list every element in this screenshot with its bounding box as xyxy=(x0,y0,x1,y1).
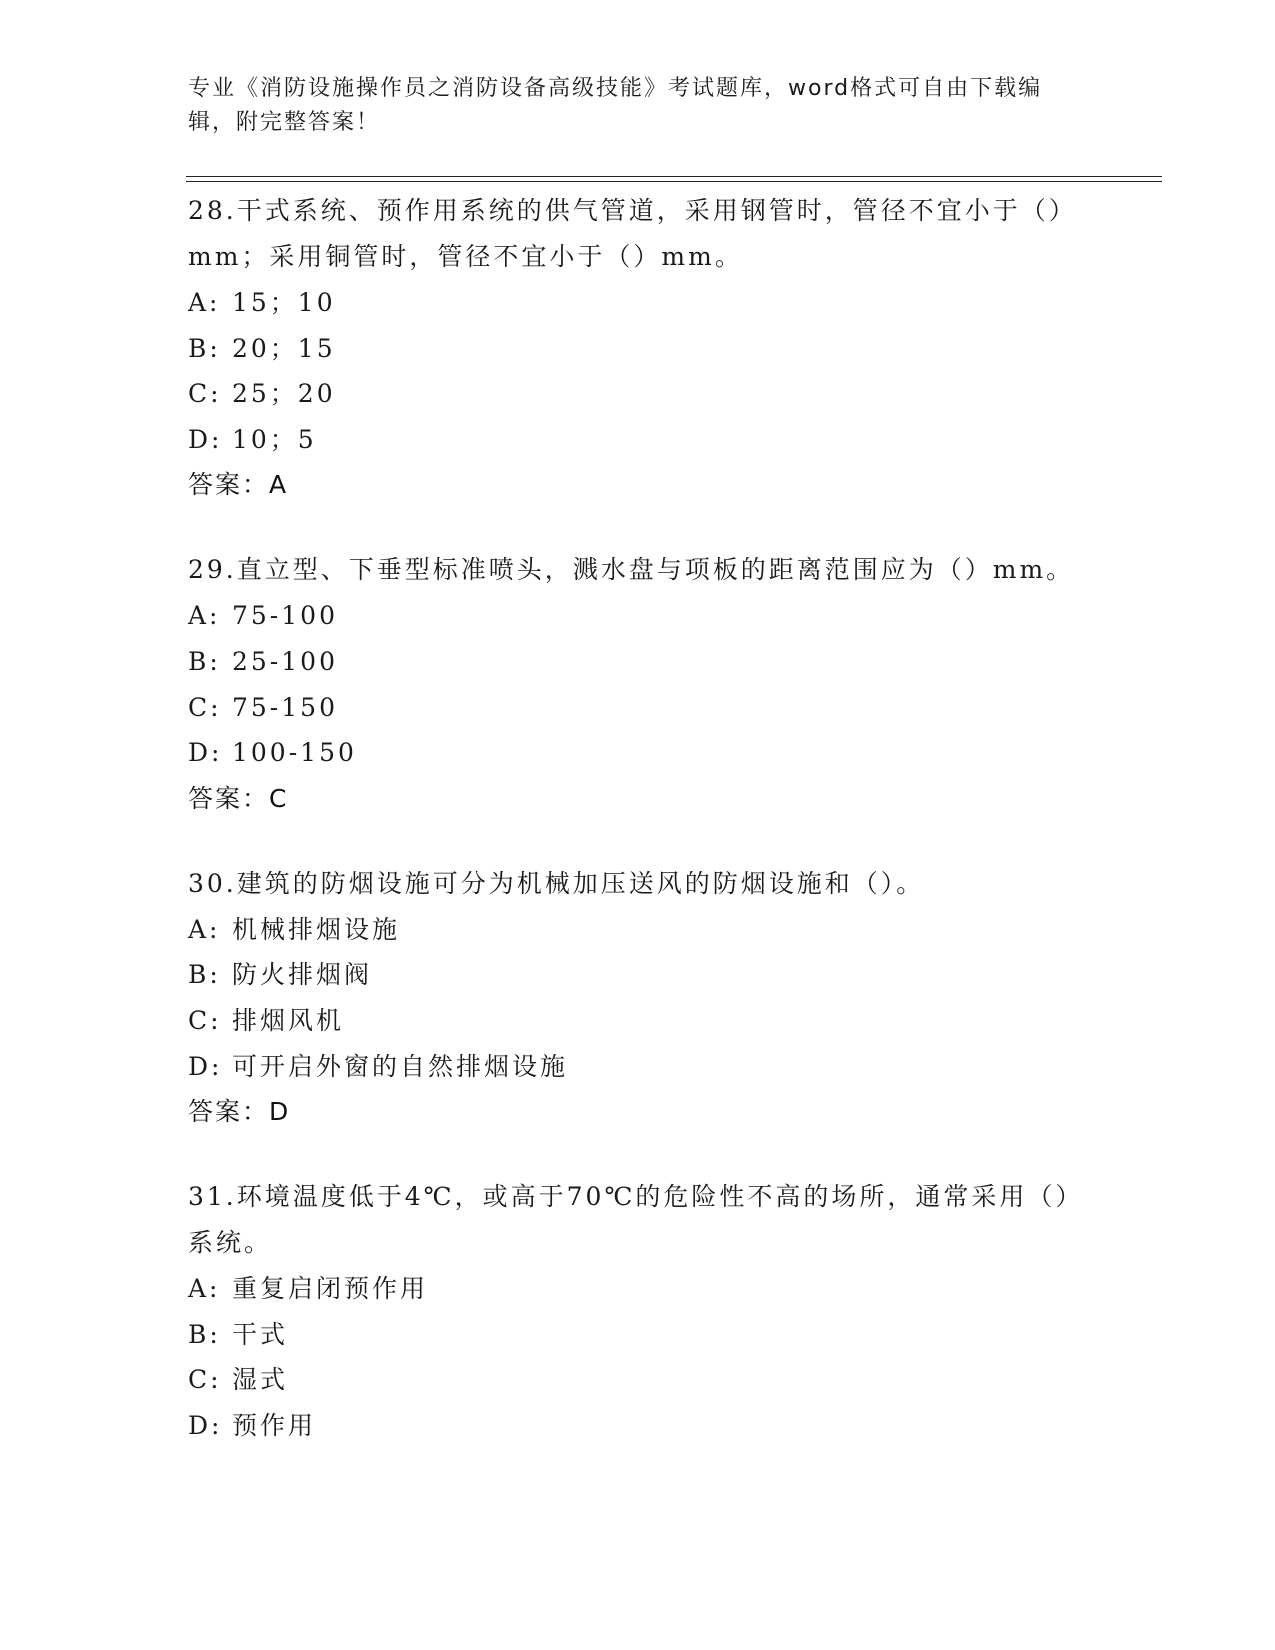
question-28 xyxy=(188,188,1088,507)
option-d xyxy=(188,417,1088,463)
option-text: 湿式 xyxy=(232,1365,289,1395)
option-text: 10；5 xyxy=(232,424,317,454)
question-stem: 31.环境温度低于4℃，或高于70℃的危险性不高的场所，通常采用（）系统。 xyxy=(188,1182,1084,1258)
option-b xyxy=(188,326,1088,372)
option-text: 25；20 xyxy=(232,379,336,409)
option-letter: A: xyxy=(188,601,221,631)
question-31 xyxy=(188,1174,1088,1448)
option-text: 排烟风机 xyxy=(232,1005,345,1035)
option-text: 重复启闭预作用 xyxy=(232,1274,429,1304)
option-letter: C: xyxy=(188,1005,222,1035)
option-text: 防火排烟阀 xyxy=(232,960,373,990)
option-text: 干式 xyxy=(232,1319,289,1349)
option-d xyxy=(188,1044,1088,1090)
answer-text: 答案：D xyxy=(188,1097,291,1127)
option-text: 预作用 xyxy=(232,1410,317,1440)
question-stem: 29.直立型、下垂型标准喷头，溅水盘与项板的距离范围应为（）mm。 xyxy=(188,555,1075,585)
option-text: 20；15 xyxy=(232,333,336,363)
answer-text: 答案：A xyxy=(188,470,289,500)
option-letter: B: xyxy=(188,960,221,990)
option-letter: D: xyxy=(188,738,223,768)
option-letter: B: xyxy=(188,646,221,676)
option-c xyxy=(188,1357,1088,1403)
option-b xyxy=(188,639,1088,685)
option-c xyxy=(188,998,1088,1044)
option-text: 机械排烟设施 xyxy=(232,914,401,944)
document-header: 专业《消防设施操作员之消防设备高级技能》考试题库，word格式可自由下载编辑，附完整答案！ xyxy=(188,76,1043,135)
answer-text: 答案：C xyxy=(188,783,289,813)
question-stem: 28.干式系统、预作用系统的供气管道，采用钢管时，管径不宜小于（）mm；采用铜管时，管径不宜小于（）mm。 xyxy=(188,196,1077,271)
option-letter: A: xyxy=(188,1274,221,1304)
option-text: 15；10 xyxy=(232,288,336,317)
option-letter: C: xyxy=(188,1365,222,1395)
header-divider xyxy=(186,176,1162,182)
option-a xyxy=(188,280,1088,326)
option-text: 25-100 xyxy=(232,646,338,676)
option-a xyxy=(188,593,1088,639)
option-letter: A: xyxy=(188,288,221,317)
option-c xyxy=(188,685,1088,731)
option-letter: D: xyxy=(188,1410,223,1440)
option-c xyxy=(188,371,1088,417)
option-letter: B: xyxy=(188,1319,221,1349)
option-text: 100-150 xyxy=(232,738,357,768)
question-29 xyxy=(188,547,1088,820)
option-letter: A: xyxy=(188,914,221,944)
option-letter: C: xyxy=(188,692,222,722)
option-b xyxy=(188,1312,1088,1358)
option-text: 75-100 xyxy=(232,601,338,631)
option-d xyxy=(188,1403,1088,1449)
question-stem: 30.建筑的防烟设施可分为机械加压送风的防烟设施和（）。 xyxy=(188,868,925,898)
option-letter: D: xyxy=(188,424,223,454)
option-letter: D: xyxy=(188,1051,223,1081)
option-text: 75-150 xyxy=(232,692,338,722)
question-30 xyxy=(188,861,1088,1134)
option-a xyxy=(188,907,1088,953)
option-a xyxy=(188,1266,1088,1312)
option-b xyxy=(188,952,1088,998)
option-d xyxy=(188,730,1088,776)
option-letter: C: xyxy=(188,379,222,409)
option-letter: B: xyxy=(188,333,221,363)
question-list xyxy=(188,188,1088,1489)
option-text: 可开启外窗的自然排烟设施 xyxy=(232,1051,569,1081)
